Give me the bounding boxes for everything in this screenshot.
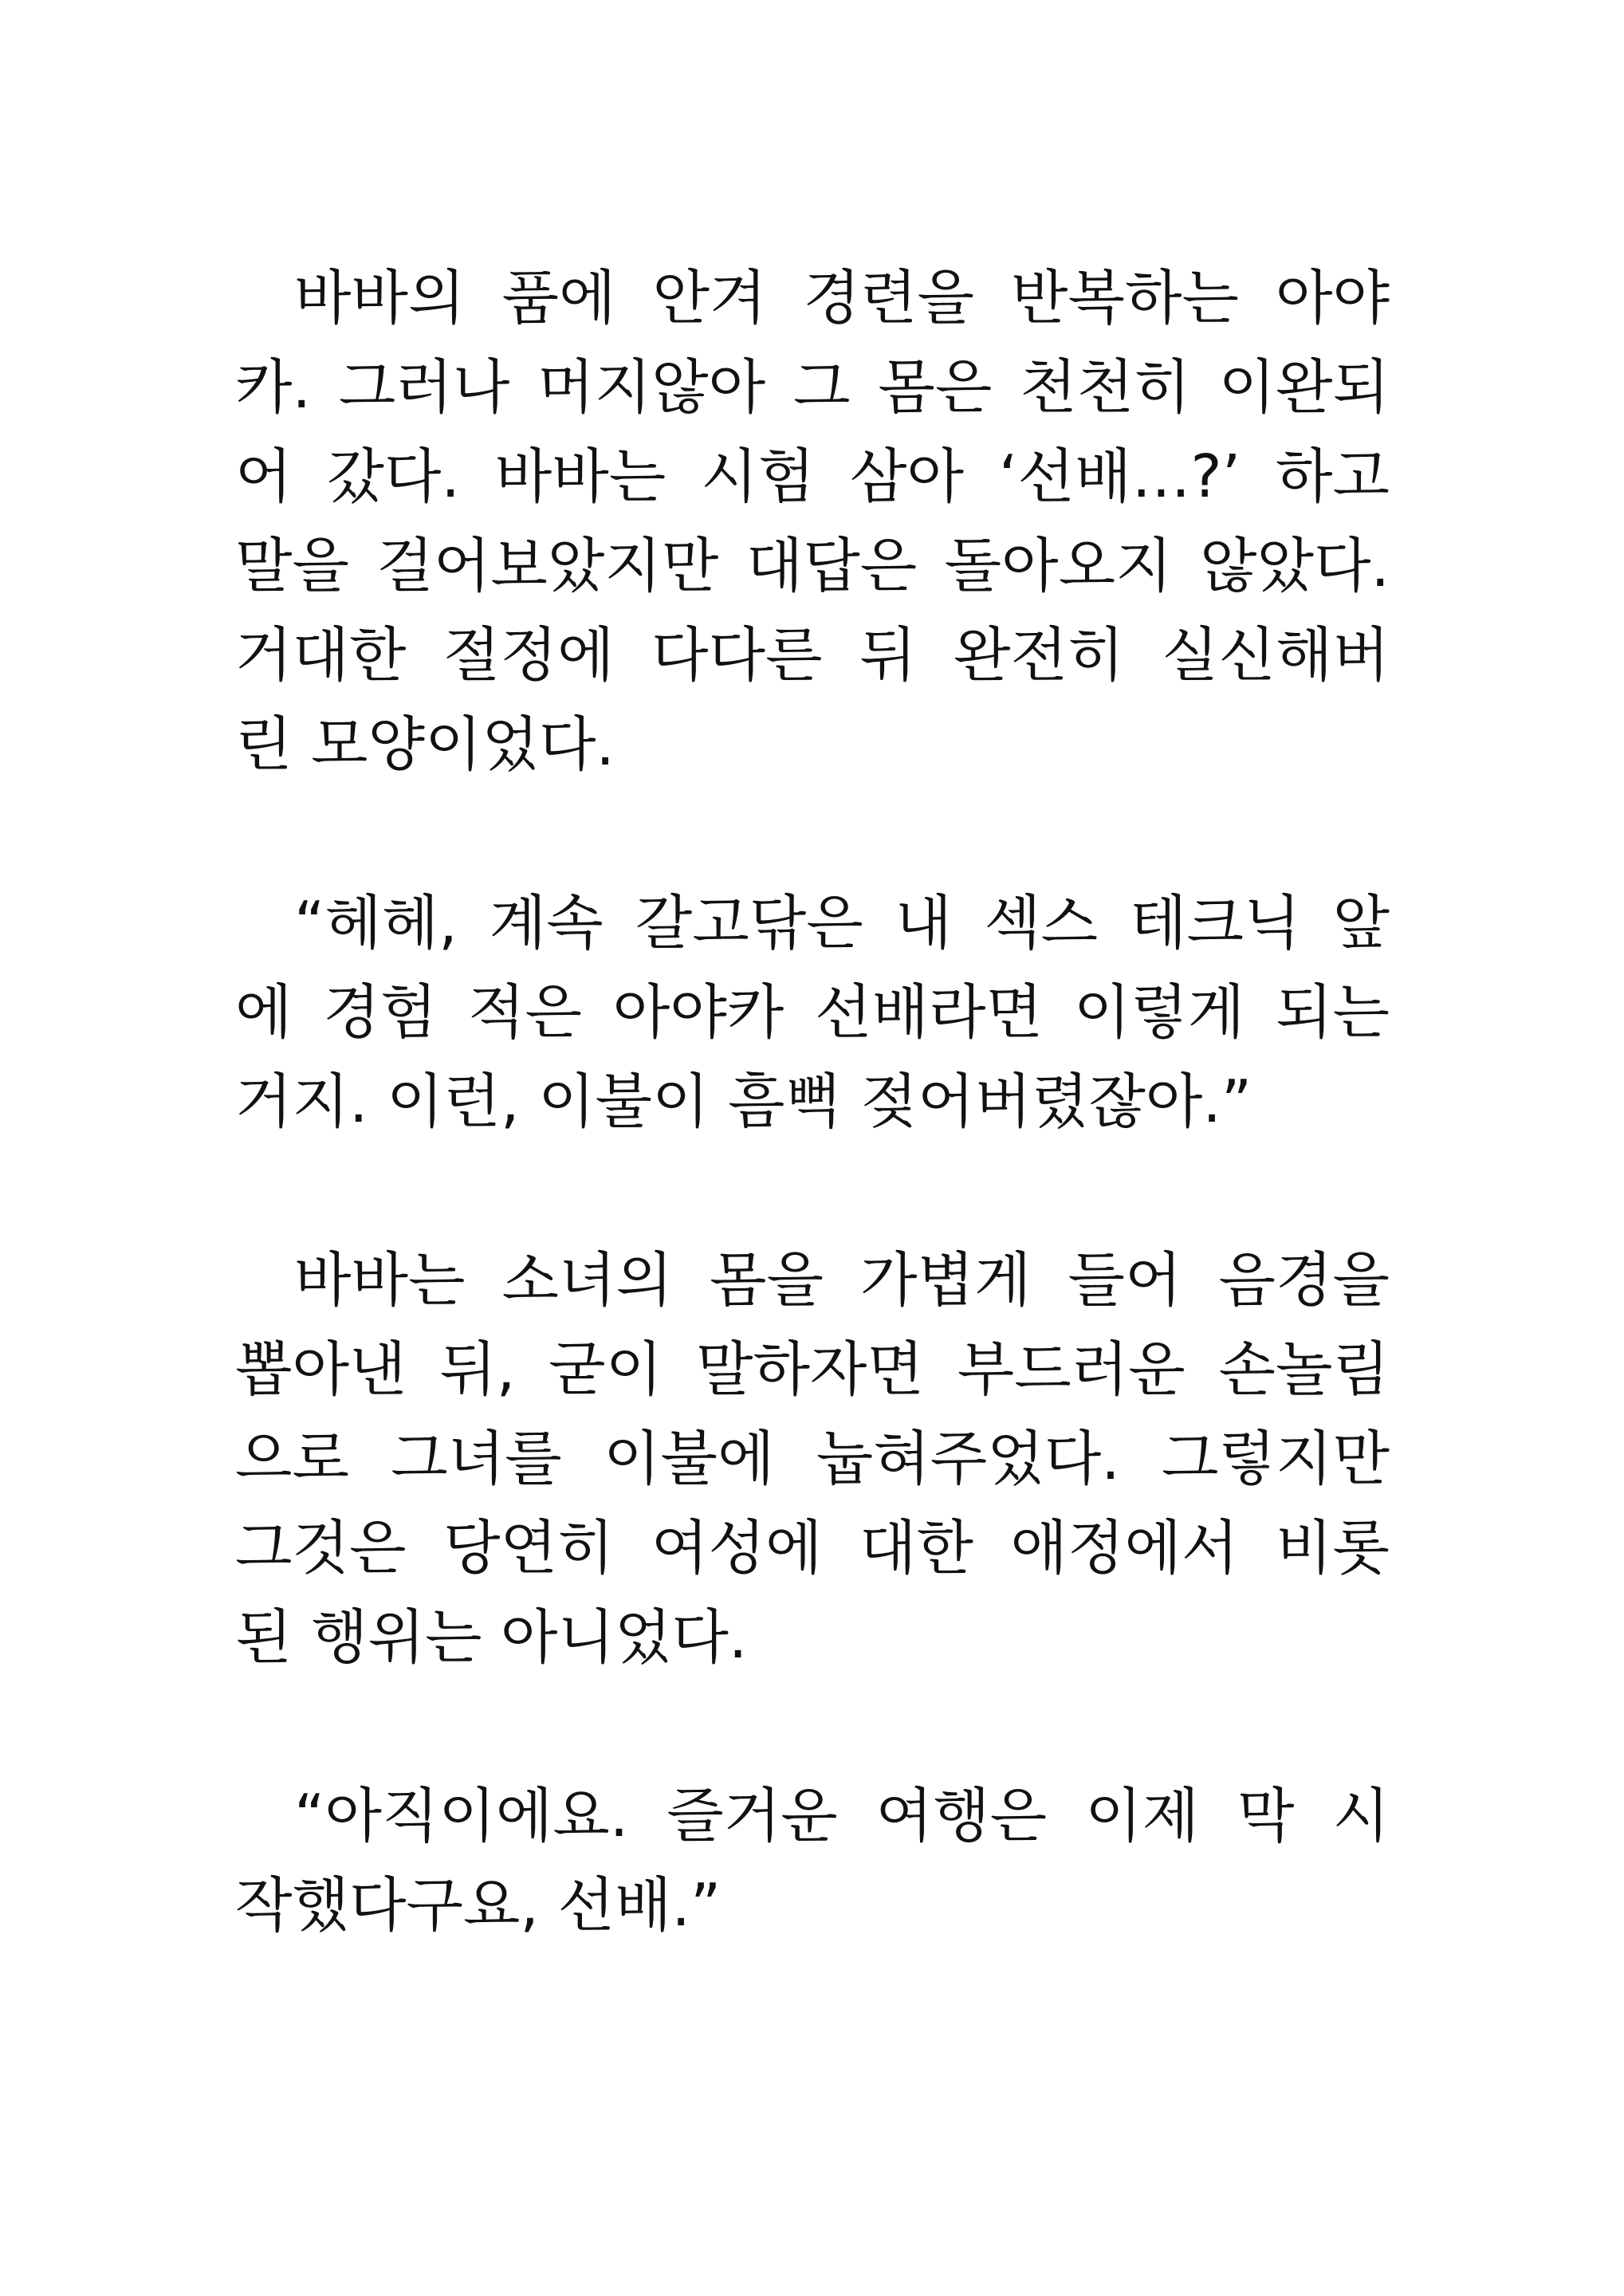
body-text [235,254,1390,1950]
paragraph-1 [235,254,1390,789]
text-line: 말을 걸어보았지만 대답은 돌아오지 않았다. [235,532,1390,600]
text-line: 거대한 절정에 다다른 뒤 완전히 실신해버 [235,621,1390,690]
text-line: 린 모양이었다. [235,710,615,779]
text-line: 바바의 품에 안겨 경련을 반복하는 아야 [294,264,1390,332]
text-line: 으로 그녀를 이불에 눕혀주었다. 그렇지만 [235,1425,1390,1493]
text-line: 어 갔다. 바바는 시험 삼아 ‘선배…?’ 하고 [235,442,1390,511]
text-line: 뽑아낸 뒤, 굳이 말하자면 부드러운 손놀림 [235,1335,1390,1404]
text-line: 바바는 소녀의 몸을 가볍게 들어 음경을 [294,1246,1390,1315]
paragraph-4 [235,1771,1390,1950]
text-line: 카. 그러나 머지않아 그 몸은 천천히 이완되 [235,353,1390,422]
paragraph-2 [235,879,1390,1146]
text-line: “헤헤, 계속 갈고닦은 내 섹스 테크닉 앞 [294,889,1390,957]
text-line: 작했다구요, 선배.” [235,1871,722,1940]
text-line: 거지. 이런, 이불이 흠뻑 젖어버렸잖아.” [235,1067,1252,1136]
paragraph-3 [235,1236,1390,1682]
text-line: 된 행위는 아니었다. [235,1603,748,1672]
text-line: “아직이에요. 즐거운 여행은 이제 막 시 [294,1782,1390,1850]
text-line: 그것은 당연히 여성에 대한 애정에서 비롯 [235,1514,1390,1582]
text-line: 에 경험 적은 아야카 선배라면 이렇게 되는 [235,978,1390,1047]
